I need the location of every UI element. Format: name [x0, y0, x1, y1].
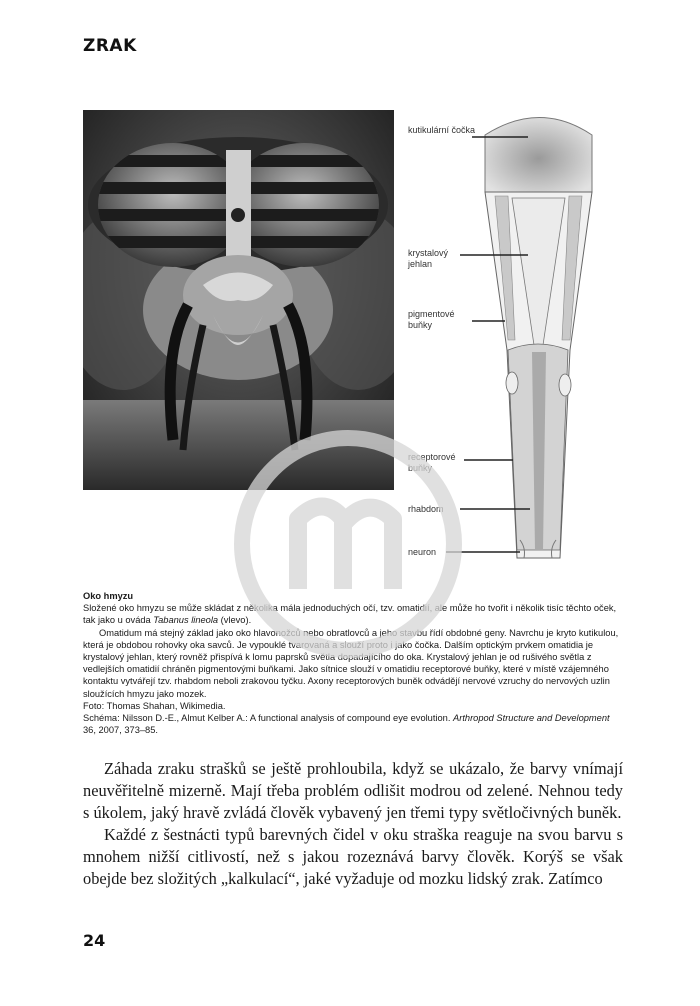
label-pigmentove-bunky: pigmentové buňky — [408, 309, 455, 330]
ommatidium-schematic — [400, 100, 620, 570]
ommatidium-diagram — [400, 100, 620, 570]
caption-paragraph-2: Omatidum má stejný základ jako oko hlavonožců nebo obratlovců a jeho stavbu řídí obdobné geny. Navrchu je kryto kutikulou, která je obdobou rohovky oka savců. Je vypouklé tvarovaná a slouží proto i jako čočka. Dalším optickým prvkem omatidia je krystalový jehlan, který rovněž přispívá k lomu paprsků světla dopadajícího do oka. Krystalový jehlan je od rušivého světla z vedlejších omatidií chráněn pigmentovými buňkami. Jako sítnice slouží v omatidiu receptorové buňky, které v místě vzájemného kontaktu vytvářejí tzv. rhabdom neboli zrakovou tyčku. Axony receptorových buněk odvádějí nervové vzruchy do nervových uzlin sloužících hmyzu jako mozek. — [83, 627, 619, 699]
horsefly-photo — [83, 110, 394, 490]
main-text — [83, 758, 623, 890]
schema-reference: Schéma: Nilsson D.-E., Almut Kelber A.: A functional analysis of compound eye evolution. Arthropod Structure and Development 36, 2007, 373–85. — [83, 713, 610, 736]
caption-paragraph-1: Složené oko hmyzu se může skládat z několika mála jednoduchých očí, tzv. omatidií, ale může ho tvořit i několik tisíc těchto oček, tak jako u ováda Tabanus lineola (vlevo). — [83, 603, 617, 626]
running-header: ZRAK — [83, 36, 137, 56]
label-rhabdom: rhabdom — [408, 504, 444, 514]
label-receptorove-bunky: receptorové buňky — [408, 452, 456, 473]
label-krystalovy-jehlan: krystalový jehlan — [408, 248, 449, 269]
horsefly-illustration — [83, 110, 394, 490]
caption-title: Oko hmyzu — [83, 591, 134, 601]
label-kutikularni-cocka: kutikulární čočka — [408, 125, 476, 135]
body-paragraph-2: Každé z šestnácti typů barevných čidel v oku straška reaguje na svou barvu s mnohem nižší citlivostí, než s jakou rozeznává barvy člověk. Korýš se však obejde bez složitých „kalkulací“, jaké vyžaduje od mozku lidský zrak. Zatímco — [83, 825, 623, 888]
photo-credit: Foto: Thomas Shahan, Wikimedia. — [83, 700, 226, 711]
page-number: 24 — [83, 931, 106, 950]
body-paragraph-1: Záhada zraku strašků se ještě prohloubila, když se ukázalo, že barvy vnímají neuvěřitelně mizerně. Mají třeba problém odlišit modrou od zelené. Nehnou tedy s úkolem, jaký hravě zvládá člověk vybavený jen třemi typy světločivných buněk. — [83, 759, 623, 822]
label-neuron: neuron — [408, 547, 437, 557]
figure-caption — [83, 590, 623, 736]
